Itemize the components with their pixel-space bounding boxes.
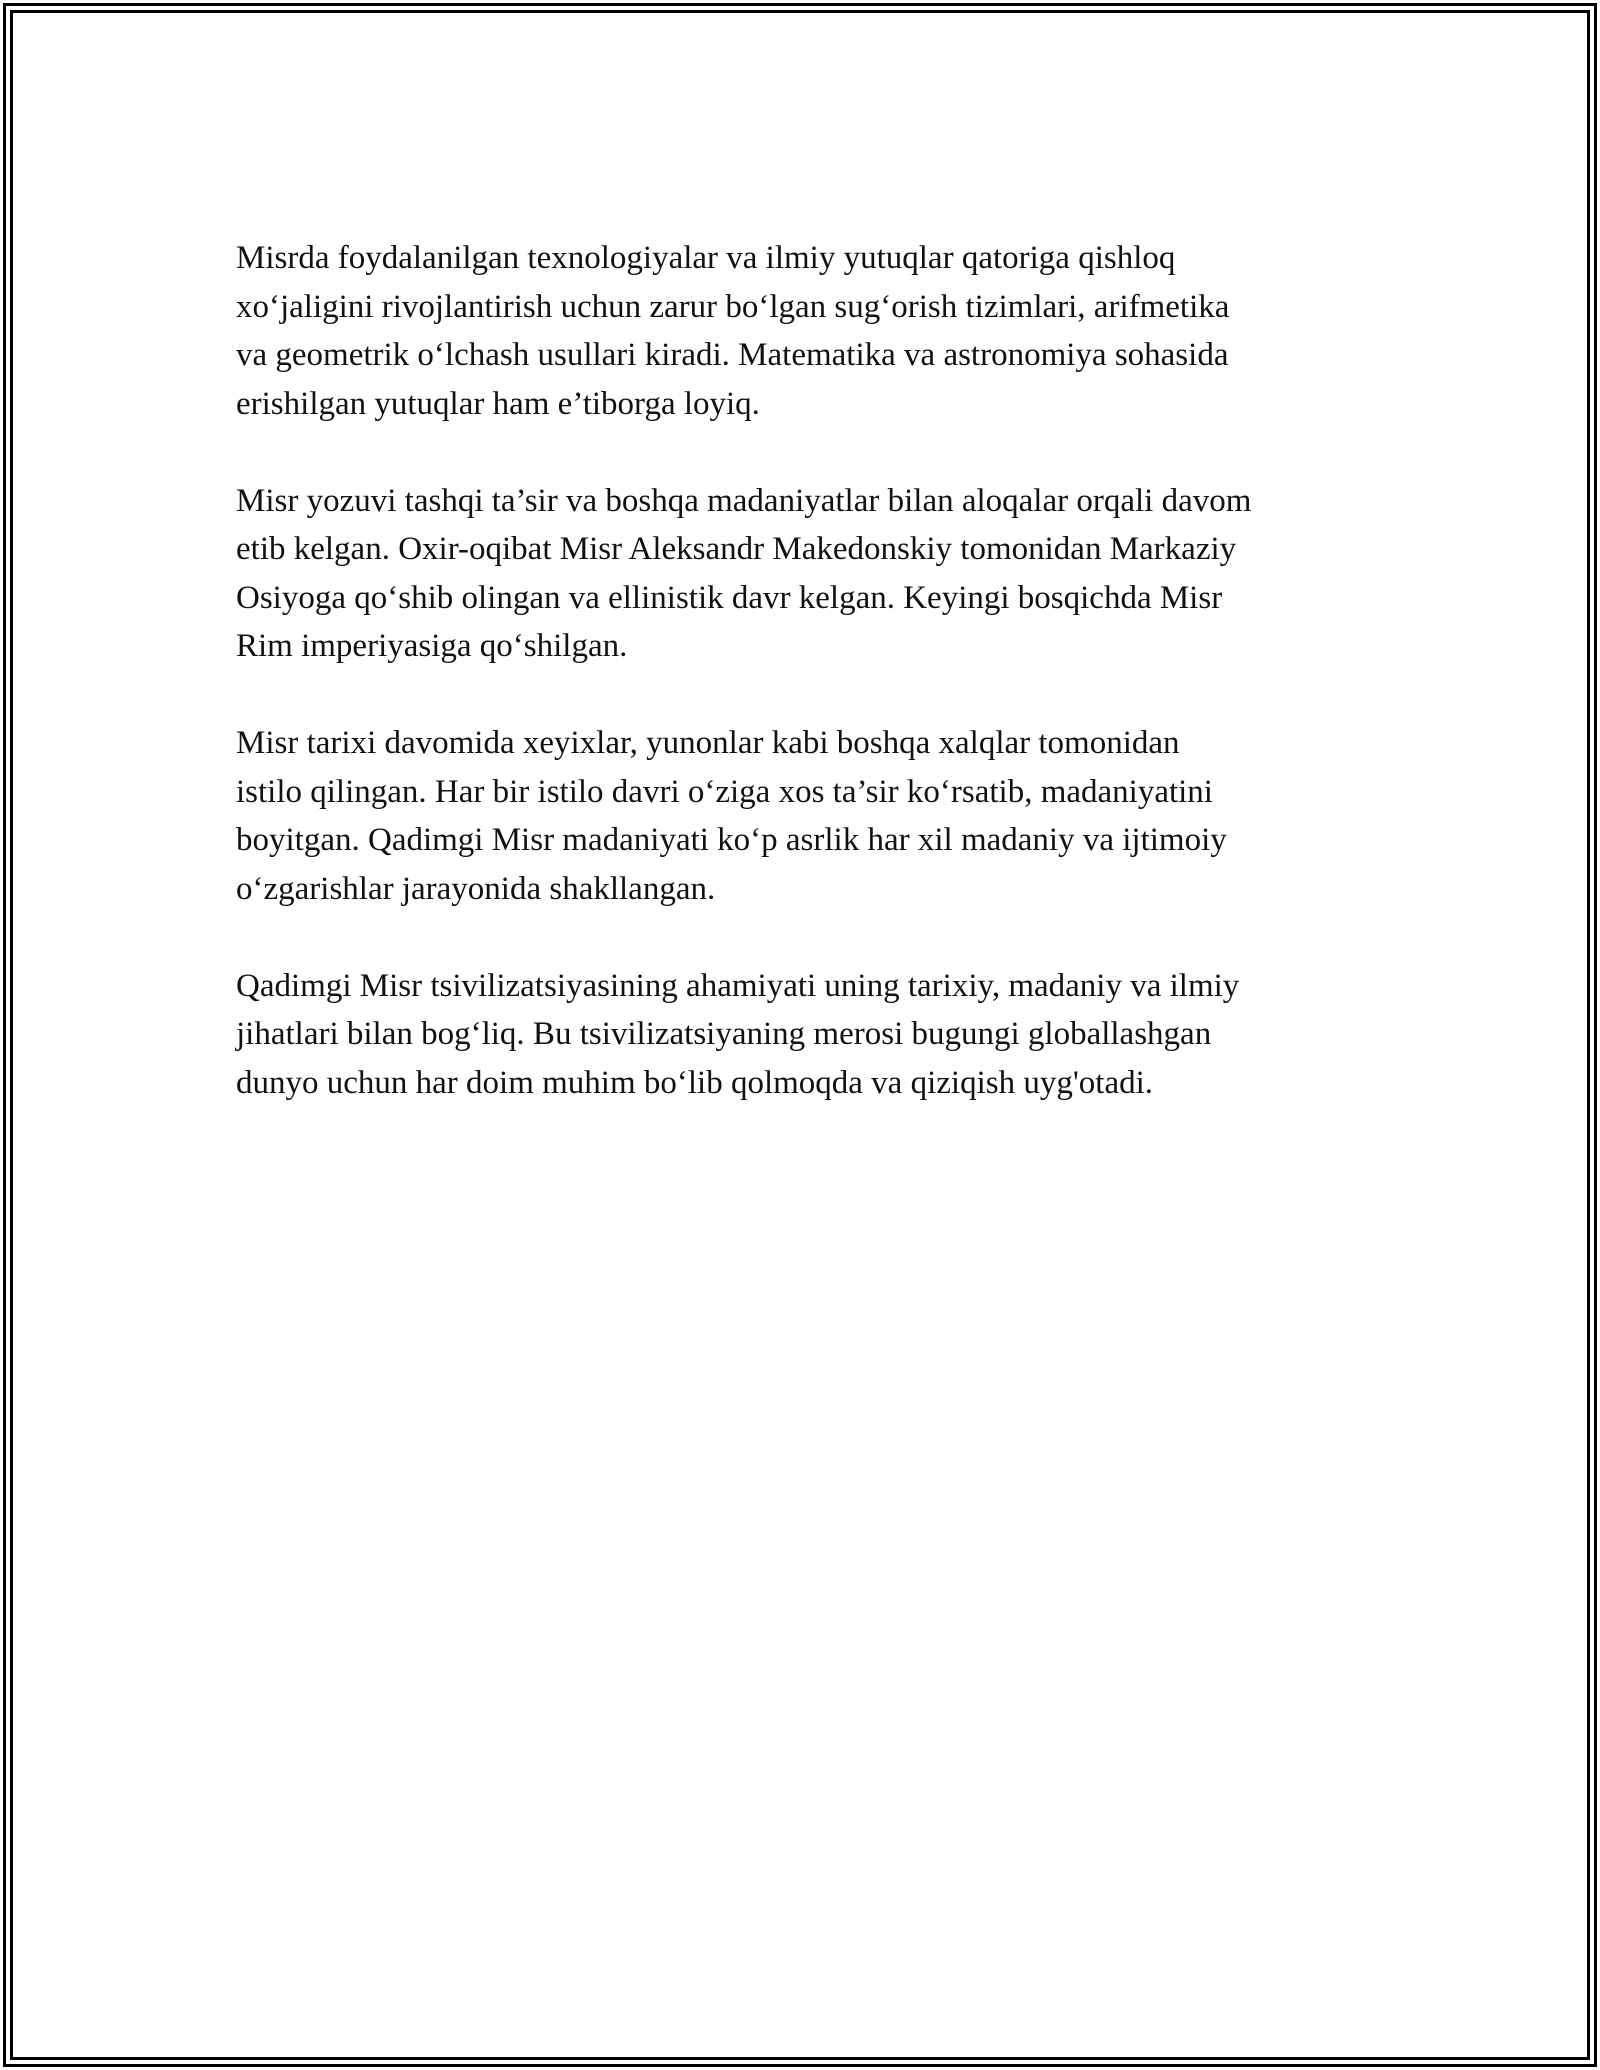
text-line: Misrda foydalanilgan texnologiyalar va ilmiy yutuqlar qatoriga qishloq (236, 240, 1176, 276)
text-line: istilo qilingan. Har bir istilo davri o‘ziga xos ta’sir ko‘rsatib, madaniyatini (236, 773, 1213, 810)
text-line: Rim imperiyasiga qo‘shilgan. (236, 628, 628, 664)
text-line: xo‘jaligini rivojlantirish uchun zarur bo‘lgan sug‘orish tizimlari, arifmetika (236, 288, 1230, 325)
text-line: o‘zgarishlar jarayonida shakllangan. (236, 870, 716, 907)
text-line: etib kelgan. Oxir-oqibat Misr Aleksandr Makedonskiy tomonidan Markaziy (236, 531, 1237, 567)
text-line: Misr tarixi davomida xeyixlar, yunonlar kabi boshqa xalqlar tomonidan (236, 725, 1180, 761)
text-line: Osiyoga qo‘shib olingan va ellinistik davr kelgan. Keyingi bosqichda Misr (236, 579, 1223, 616)
text-line: dunyo uchun har doim muhim bo‘lib qolmoqda va qiziqish uyg'otadi. (236, 1064, 1154, 1101)
paragraph-1 (236, 234, 1386, 428)
text-line: jihatlari bilan bog‘liq. Bu tsivilizatsiyaning merosi bugungi globallashgan (236, 1016, 1212, 1052)
text-line: Misr yozuvi tashqi ta’sir va boshqa madaniyatlar bilan aloqalar orqali davom (236, 482, 1252, 519)
document-body (236, 234, 1386, 1156)
text-line: erishilgan yutuqlar ham e’tiborga loyiq. (236, 385, 760, 422)
paragraph-4 (236, 962, 1386, 1108)
paragraph-3 (236, 719, 1386, 913)
paragraph-2 (236, 477, 1386, 671)
text-line: Qadimgi Misr tsivilizatsiyasining ahamiyati uning tarixiy, madaniy va ilmiy (236, 967, 1240, 1004)
text-line: boyitgan. Qadimgi Misr madaniyati ko‘p asrlik har xil madaniy va ijtimoiy (236, 822, 1227, 858)
text-line: va geometrik o‘lchash usullari kiradi. Matematika va astronomiya sohasida (236, 337, 1229, 373)
